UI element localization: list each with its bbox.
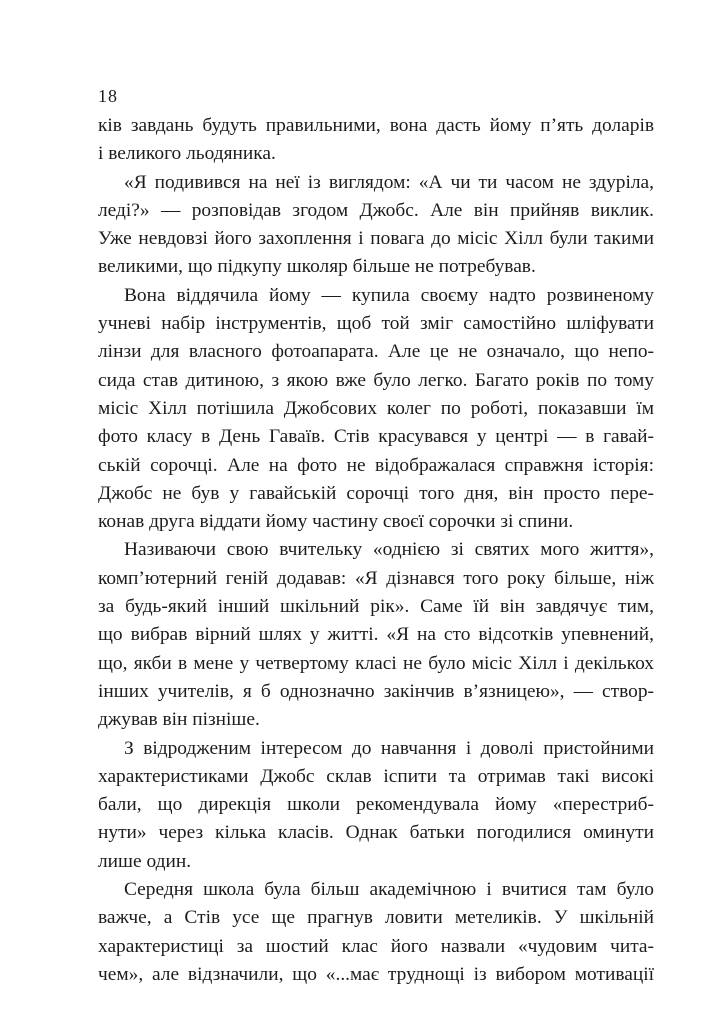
text-line: що, якби в мене у четвертому класі не було місіс Хілл і декількох bbox=[98, 652, 654, 674]
text-line: леді?» — розповідав згодом Джобс. Але він прийняв виклик. bbox=[98, 199, 654, 221]
text-line: лінзи для власного фотоапарата. Але це не означало, що непо- bbox=[98, 341, 654, 363]
text-line: Вона віддячила йому — купила своєму надто розвиненому bbox=[124, 284, 654, 306]
text-line: інших учителів, я б однозначно закінчив в’язницею», — створ- bbox=[98, 680, 654, 702]
text-line: учневі набір інструментів, щоб той зміг самостійно шліфувати bbox=[98, 313, 654, 335]
text-line: джував він пізніше. bbox=[98, 709, 260, 731]
text-line: ській сорочці. Але на фото не відображалася справжня історія: bbox=[98, 454, 654, 476]
text-line: ків завдань будуть правильними, вона дасть йому п’ять доларів bbox=[98, 115, 654, 136]
text-line: характеристиками Джобс склав іспити та отримав такі високі bbox=[98, 765, 654, 787]
text-line: бали, що дирекція школи рекомендувала йому «перестриб- bbox=[98, 794, 654, 816]
text-line: сида став дитиною, з якою вже було легко. Багато років по тому bbox=[98, 369, 654, 391]
text-line: чем», але відзначили, що «...має труднощі із вибором мотивації bbox=[98, 963, 654, 985]
text-line: за будь-який інший шкільний рік». Саме їй він завдячує тим, bbox=[98, 596, 654, 618]
paragraph bbox=[98, 169, 654, 282]
text-line: комп’ютерний геній додавав: «Я дізнався того року більше, ніж bbox=[98, 567, 654, 589]
text-line: нути» через кілька класів. Однак батьки погодилися оминути bbox=[98, 822, 654, 844]
text-line: місіс Хілл потішила Джобсових колег по роботі, показавши їм bbox=[98, 397, 654, 419]
text-line: «Я подивився на неї із виглядом: «А чи ти часом не здуріла, bbox=[124, 171, 654, 193]
text-line: Джобс не був у гавайській сорочці того дня, він просто пере- bbox=[98, 482, 654, 504]
text-line: важче, а Стів усе ще прагнув ловити метеликів. У шкільній bbox=[98, 907, 654, 929]
text-line: Називаючи свою вчительку «однією зі святих мого життя», bbox=[124, 539, 654, 561]
body-text bbox=[98, 112, 654, 989]
paragraph bbox=[98, 536, 654, 734]
page-number: 18 bbox=[98, 86, 118, 106]
text-line: що вибрав вірний шлях у житті. «Я на сто відсотків упевнений, bbox=[98, 624, 654, 646]
paragraph bbox=[98, 112, 654, 169]
text-line: і великого льодяника. bbox=[98, 143, 276, 165]
text-line: Середня школа була більш академічною і вчитися там було bbox=[124, 879, 654, 901]
text-line: великими, що підкупу школяр більше не потребував. bbox=[98, 256, 536, 278]
text-line: характеристиці за шостий клас його назвали «чудовим чита- bbox=[98, 935, 654, 957]
paragraph bbox=[98, 735, 654, 876]
text-line: конав друга віддати йому частину своєї сорочки зі спини. bbox=[98, 511, 574, 533]
paragraph bbox=[98, 876, 654, 989]
text-line: фото класу в День Гаваїв. Стів красувався у центрі — в гавай- bbox=[98, 426, 654, 448]
text-line: З відродженим інтересом до навчання і доволі пристойними bbox=[124, 737, 654, 759]
text-line: Уже невдовзі його захоплення і повага до місіс Хілл були такими bbox=[98, 228, 654, 250]
paragraph bbox=[98, 282, 654, 537]
text-line: лише один. bbox=[98, 850, 192, 872]
